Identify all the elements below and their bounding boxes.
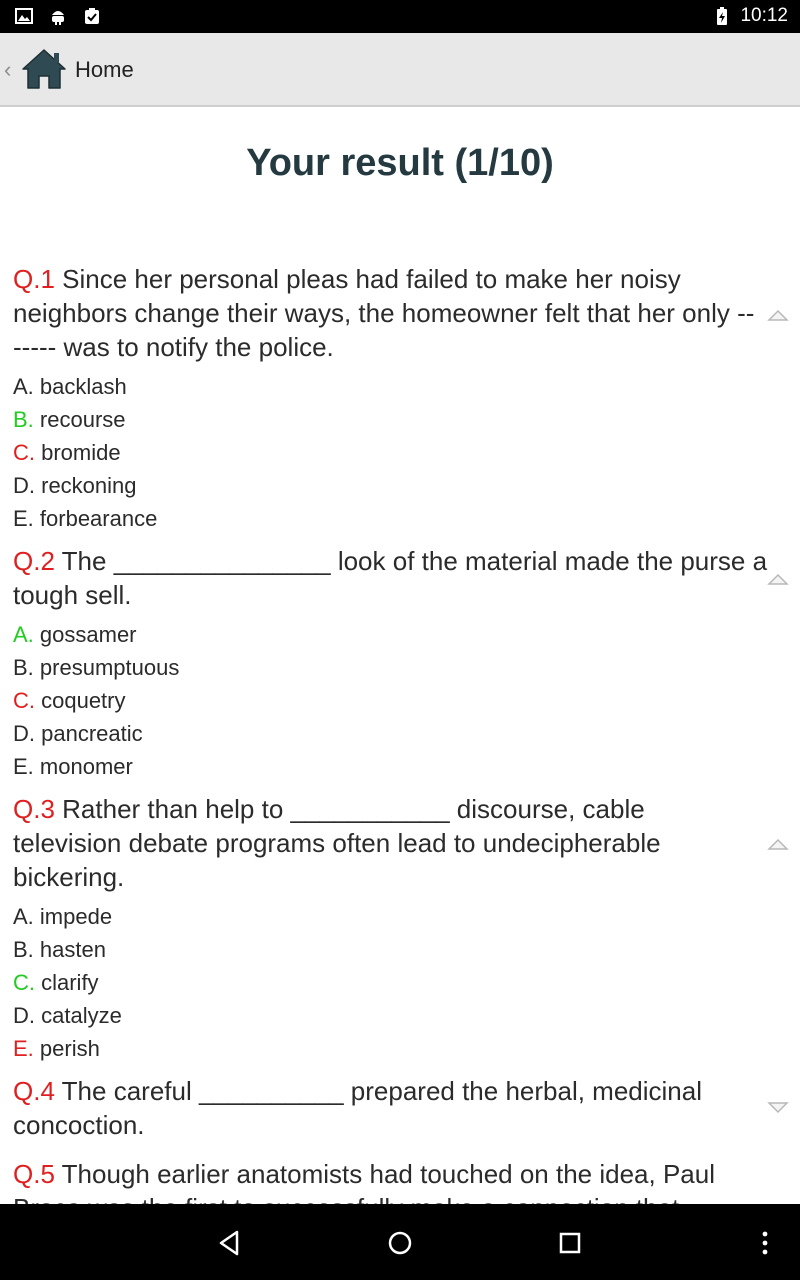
option-text: reckoning — [35, 473, 137, 498]
android-icon — [48, 6, 68, 26]
back-icon[interactable] — [213, 1226, 247, 1260]
option-letter: D. — [13, 1003, 35, 1028]
question-body: Though earlier anatomists had touched on the idea, Paul — [61, 1159, 716, 1189]
question-text — [13, 262, 788, 364]
question-1[interactable] — [13, 262, 788, 535]
option-item — [13, 651, 788, 684]
option-text: catalyze — [35, 1003, 122, 1028]
option-text: monomer — [33, 754, 133, 779]
option-item — [13, 966, 788, 999]
question-3[interactable] — [13, 792, 788, 1065]
expand-icon[interactable] — [766, 1100, 790, 1116]
collapse-icon[interactable] — [766, 836, 790, 852]
collapse-icon[interactable] — [766, 571, 790, 587]
option-letter: C. — [13, 440, 35, 465]
question-number: Q.2 — [13, 546, 55, 576]
question-text — [13, 544, 788, 612]
result-content[interactable] — [0, 108, 800, 1204]
option-item — [13, 900, 788, 933]
option-item — [13, 999, 788, 1032]
option-letter: E. — [13, 1036, 34, 1061]
option-text: impede — [33, 904, 113, 929]
up-caret-icon[interactable]: ‹ — [4, 57, 12, 82]
status-bar — [0, 0, 800, 33]
question-body: Rather than help to ___________ discourse, cable television debate programs often lead to undecipherable bickering. — [13, 794, 661, 892]
home-icon[interactable] — [20, 47, 68, 91]
option-item — [13, 469, 788, 502]
question-number: Q.4 — [13, 1076, 55, 1106]
question-body: The _______________ look of the material made the purse a tough sell. — [13, 546, 768, 610]
notification-icons — [14, 6, 102, 26]
option-text: recourse — [33, 407, 126, 432]
option-letter: B. — [13, 655, 34, 680]
clock: 10:12 — [740, 5, 788, 26]
option-letter: B. — [13, 407, 34, 432]
option-letter: A. — [13, 622, 34, 647]
option-letter: E. — [13, 754, 34, 779]
option-text: backlash — [33, 374, 127, 399]
system-nav-bar — [0, 1204, 800, 1280]
option-letter: B. — [13, 937, 34, 962]
option-item — [13, 370, 788, 403]
clipboard-check-icon — [82, 6, 102, 26]
question-text — [13, 1074, 788, 1142]
option-item — [13, 502, 788, 535]
collapse-icon[interactable] — [766, 307, 790, 323]
option-item — [13, 684, 788, 717]
option-text: clarify — [35, 970, 99, 995]
option-letter: A. — [13, 374, 34, 399]
home-nav-icon[interactable] — [383, 1226, 417, 1260]
option-letter: C. — [13, 970, 35, 995]
option-text: hasten — [33, 937, 106, 962]
option-item — [13, 436, 788, 469]
question-text — [13, 792, 788, 894]
image-icon — [14, 6, 34, 26]
option-letter: C. — [13, 688, 35, 713]
option-item — [13, 750, 788, 783]
option-item — [13, 1032, 788, 1065]
option-letter: D. — [13, 721, 35, 746]
option-text: bromide — [35, 440, 121, 465]
option-letter: D. — [13, 473, 35, 498]
recents-icon[interactable] — [553, 1226, 587, 1260]
question-2[interactable] — [13, 544, 788, 783]
option-text: presumptuous — [33, 655, 180, 680]
option-text: forbearance — [33, 506, 158, 531]
question-4[interactable] — [13, 1074, 788, 1142]
option-text: gossamer — [33, 622, 137, 647]
option-text: pancreatic — [35, 721, 143, 746]
option-item — [13, 403, 788, 436]
question-number: Q.1 — [13, 264, 55, 294]
option-item — [13, 717, 788, 750]
question-body: The careful __________ prepared the herbal, medicinal concoction. — [13, 1076, 703, 1140]
question-number: Q.5 — [13, 1159, 55, 1189]
action-bar — [0, 33, 800, 107]
option-item — [13, 618, 788, 651]
option-letter: E. — [13, 506, 34, 531]
question-number: Q.3 — [13, 794, 55, 824]
question-body: Since her personal pleas had failed to make her noisy neighbors change their ways, the homeowner felt that her only ------- was to notify the police. — [13, 264, 755, 362]
option-item — [13, 933, 788, 966]
action-bar-title[interactable]: Home — [75, 57, 134, 82]
option-letter: A. — [13, 904, 34, 929]
overflow-menu-icon[interactable] — [748, 1226, 782, 1260]
status-right — [712, 5, 788, 27]
battery-charging-icon — [712, 6, 732, 26]
option-text: perish — [33, 1036, 100, 1061]
page-title: Your result (1/10) — [246, 142, 554, 184]
option-text: coquetry — [35, 688, 126, 713]
